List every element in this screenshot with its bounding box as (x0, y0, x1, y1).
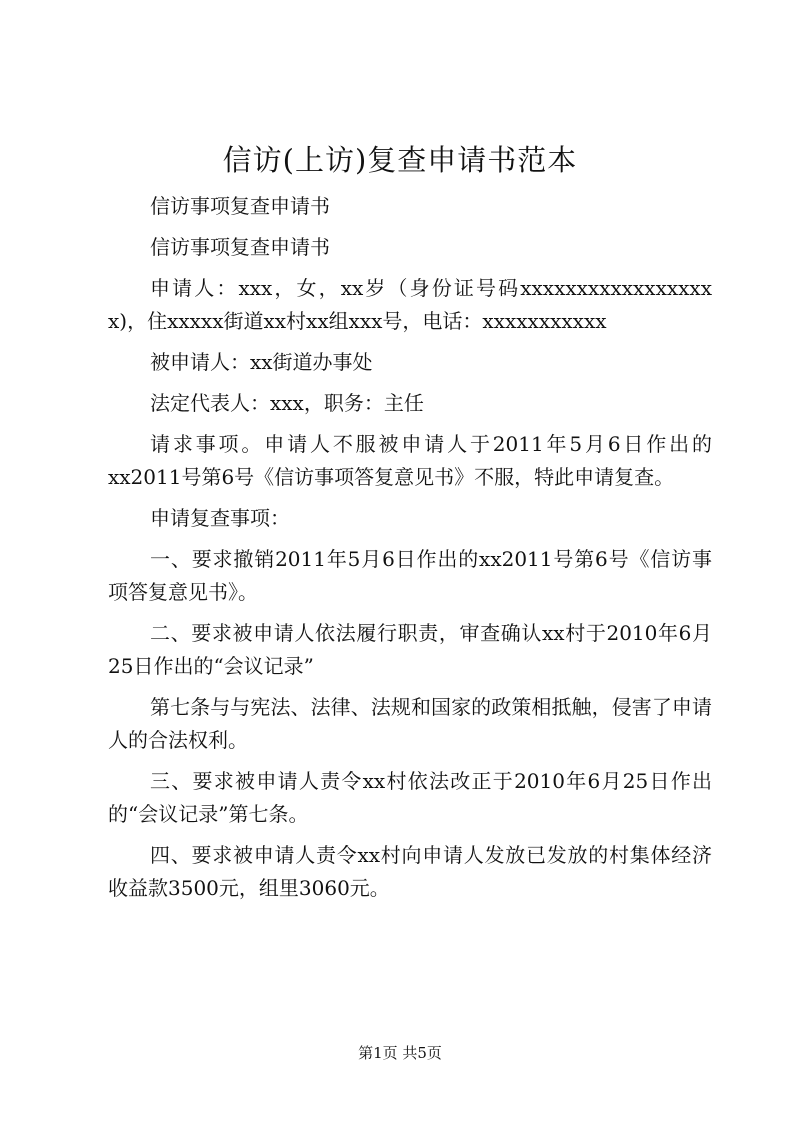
paragraph-request: 请求事项。申请人不服被申请人于2011年5月6日作出的xx2011号第6号《信访事项答复意见书》不服，特此申请复查。 (108, 432, 712, 489)
paragraph-item-2: 二、要求被申请人依法履行职责，审查确认xx村于2010年6月25日作出的“会议记录” (108, 621, 712, 678)
paragraph-applicant: 申请人：xxx，女，xx岁（身份证号码xxxxxxxxxxxxxxxxxx)，住xxxxx街道xx村xx组xxx号，电话：xxxxxxxxxxx (108, 276, 712, 333)
paragraph-review-items-heading: 申请复查事项： (150, 506, 290, 530)
page-footer: 第1页 共5页 (358, 1044, 442, 1062)
paragraph-item-2-continued: 第七条与与宪法、法律、法规和国家的政策相抵触，侵害了申请人的合法权利。 (108, 695, 712, 752)
paragraph-item-1: 一、要求撤销2011年5月6日作出的xx2011号第6号《信访事项答复意见书》。 (108, 547, 712, 604)
paragraph-item-3: 三、要求被申请人责令xx村依法改正于2010年6月25日作出的“会议记录”第七条。 (108, 769, 712, 826)
paragraph-heading-1: 信访事项复查申请书 (150, 194, 330, 218)
paragraph-heading-2: 信访事项复查申请书 (150, 235, 330, 259)
document-title: 信访(上访)复查申请书范本 (222, 143, 578, 177)
document-body (108, 190, 712, 913)
paragraph-respondent: 被申请人：xx街道办事处 (150, 350, 373, 374)
paragraph-legal-representative: 法定代表人：xxx，职务：主任 (150, 391, 424, 415)
paragraph-item-4: 四、要求被申请人责令xx村向申请人发放已发放的村集体经济收益款3500元，组里3060元。 (108, 843, 712, 900)
